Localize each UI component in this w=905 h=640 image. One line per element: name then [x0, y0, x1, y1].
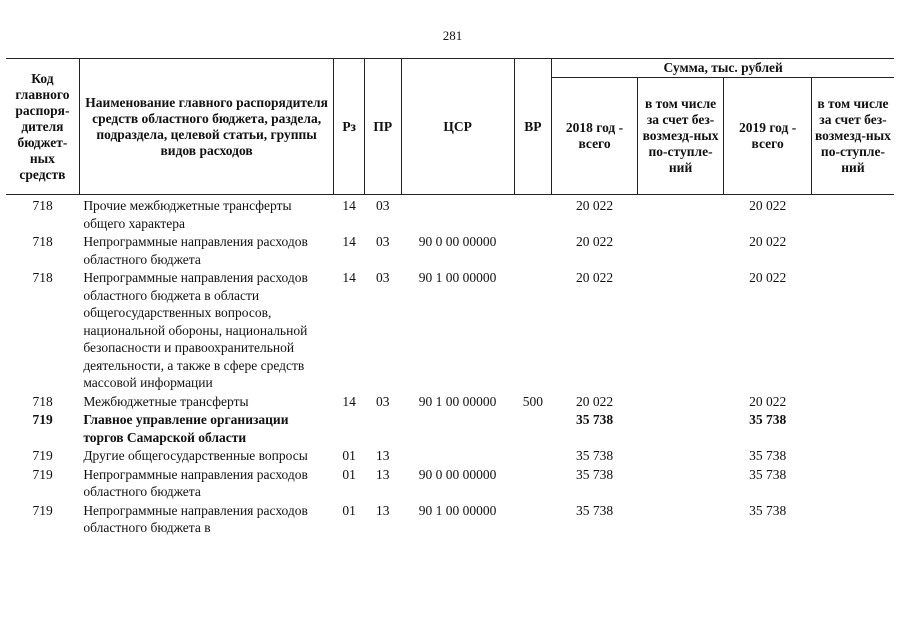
- cell-grants-2018: [637, 502, 724, 538]
- table-row: [6, 195, 894, 234]
- cell-rz: [334, 411, 365, 447]
- cell-code: 719: [32, 412, 53, 427]
- cell-csr: 90 1 00 00000: [418, 393, 497, 409]
- cell-total-2018: 35 738: [575, 502, 614, 518]
- cell-name: Главное управление организации торгов Самарской области: [83, 412, 289, 445]
- cell-rz: 14: [342, 198, 356, 213]
- cell-name: Непрограммные направления расходов областного бюджета в области общегосударственных вопросов, национальной обороны, национальной безопасности и правоохранительной деятельности, а также в сфере средств массовой информации: [83, 270, 308, 390]
- cell-total-2018: 35 738: [575, 412, 614, 427]
- table-row: [6, 466, 894, 502]
- cell-name: Непрограммные направления расходов областного бюджета: [83, 234, 308, 267]
- cell-pr: 03: [376, 234, 390, 249]
- cell-code: 718: [32, 234, 53, 249]
- cell-pr: 13: [376, 448, 390, 463]
- table-row: [6, 233, 894, 269]
- table-row: [6, 269, 894, 393]
- cell-grants-2019: [811, 447, 894, 466]
- cell-vr: [514, 233, 552, 269]
- header-total-2018: 2018 год - всего: [552, 78, 638, 195]
- cell-name: Непрограммные направления расходов областного бюджета в: [83, 502, 308, 535]
- cell-total-2019: 35 738: [749, 502, 787, 518]
- cell-rz: 14: [342, 393, 356, 409]
- cell-grants-2019: [811, 411, 894, 447]
- cell-rz: 14: [342, 270, 356, 285]
- cell-grants-2019: [811, 195, 894, 234]
- cell-code: 719: [32, 466, 53, 482]
- cell-pr: 03: [376, 270, 390, 285]
- cell-csr: 90 1 00 00000: [418, 502, 497, 518]
- cell-grants-2019: [811, 502, 894, 538]
- cell-vr: [514, 411, 552, 447]
- cell-total-2018: 20 022: [575, 393, 614, 409]
- table-row: [6, 411, 894, 447]
- header-grants-2018: в том числе за счет без-возмезд-ных по-ступле-ний: [637, 78, 724, 195]
- table-row: [6, 447, 894, 466]
- cell-grants-2018: [637, 393, 724, 412]
- header-pr: ПР: [364, 59, 401, 195]
- cell-vr: [514, 466, 552, 502]
- cell-grants-2019: [811, 233, 894, 269]
- cell-name: Прочие межбюджетные трансферты общего характера: [83, 198, 292, 231]
- table-body: [6, 195, 894, 538]
- cell-name: Непрограммные направления расходов областного бюджета: [83, 466, 308, 499]
- table-row: [6, 393, 894, 412]
- cell-rz: 14: [342, 234, 356, 249]
- cell-vr: [514, 502, 552, 538]
- cell-csr: 90 1 00 00000: [418, 270, 497, 285]
- cell-name: Межбюджетные трансферты: [83, 393, 249, 409]
- header-total-2019: 2019 год - всего: [724, 78, 812, 195]
- table-header: [6, 59, 894, 195]
- cell-vr: [514, 269, 552, 393]
- cell-csr: [401, 447, 514, 466]
- budget-table: [6, 58, 894, 538]
- header-csr: ЦСР: [401, 59, 514, 195]
- cell-total-2019: 20 022: [749, 393, 787, 409]
- cell-csr: [401, 411, 514, 447]
- header-grants-2019: в том числе за счет без-возмезд-ных по-ступле-ний: [811, 78, 894, 195]
- cell-csr: 90 0 00 00000: [418, 466, 497, 482]
- cell-grants-2019: [811, 393, 894, 412]
- cell-pr: 13: [376, 502, 390, 518]
- cell-total-2018: 20 022: [575, 234, 614, 249]
- cell-grants-2018: [637, 233, 724, 269]
- table-row: [6, 502, 894, 538]
- cell-name: Другие общегосударственные вопросы: [83, 448, 308, 463]
- header-rz: Рз: [334, 59, 365, 195]
- cell-total-2019: 35 738: [749, 448, 787, 463]
- cell-pr: 03: [376, 198, 390, 213]
- cell-pr: 13: [376, 466, 390, 482]
- cell-total-2019: 20 022: [749, 198, 787, 213]
- cell-code: 718: [32, 198, 53, 213]
- cell-code: 719: [32, 502, 53, 518]
- cell-total-2019: 35 738: [749, 412, 787, 427]
- cell-vr: 500: [522, 393, 544, 409]
- cell-grants-2018: [637, 195, 724, 234]
- cell-rz: 01: [342, 466, 356, 482]
- cell-total-2019: 20 022: [749, 270, 787, 285]
- cell-grants-2019: [811, 466, 894, 502]
- header-name: Наименование главного распорядителя средств областного бюджета, раздела, подраздела, целевой статьи, группы видов расходов: [79, 59, 334, 195]
- cell-total-2018: 35 738: [575, 448, 614, 463]
- cell-csr: 90 0 00 00000: [418, 234, 497, 249]
- cell-csr: [401, 195, 514, 234]
- cell-rz: 01: [342, 448, 356, 463]
- cell-vr: [514, 195, 552, 234]
- cell-total-2018: 20 022: [575, 198, 614, 213]
- header-vr: ВР: [514, 59, 552, 195]
- cell-total-2019: 35 738: [749, 466, 787, 482]
- cell-grants-2018: [637, 447, 724, 466]
- cell-vr: [514, 447, 552, 466]
- cell-grants-2019: [811, 269, 894, 393]
- cell-code: 719: [32, 448, 53, 463]
- cell-code: 718: [32, 270, 53, 285]
- cell-grants-2018: [637, 411, 724, 447]
- cell-pr: 03: [376, 393, 390, 409]
- cell-grants-2018: [637, 269, 724, 393]
- cell-rz: 01: [342, 502, 356, 518]
- cell-grants-2018: [637, 466, 724, 502]
- cell-pr: [364, 411, 401, 447]
- cell-total-2019: 20 022: [749, 234, 787, 249]
- cell-total-2018: 35 738: [575, 466, 614, 482]
- header-code: Код главного распоря-дителя бюджет-ных средств: [6, 59, 79, 195]
- header-sum: Сумма, тыс. рублей: [552, 59, 894, 78]
- cell-code: 718: [32, 393, 53, 409]
- cell-total-2018: 20 022: [575, 270, 614, 285]
- page-number: 281: [442, 28, 463, 43]
